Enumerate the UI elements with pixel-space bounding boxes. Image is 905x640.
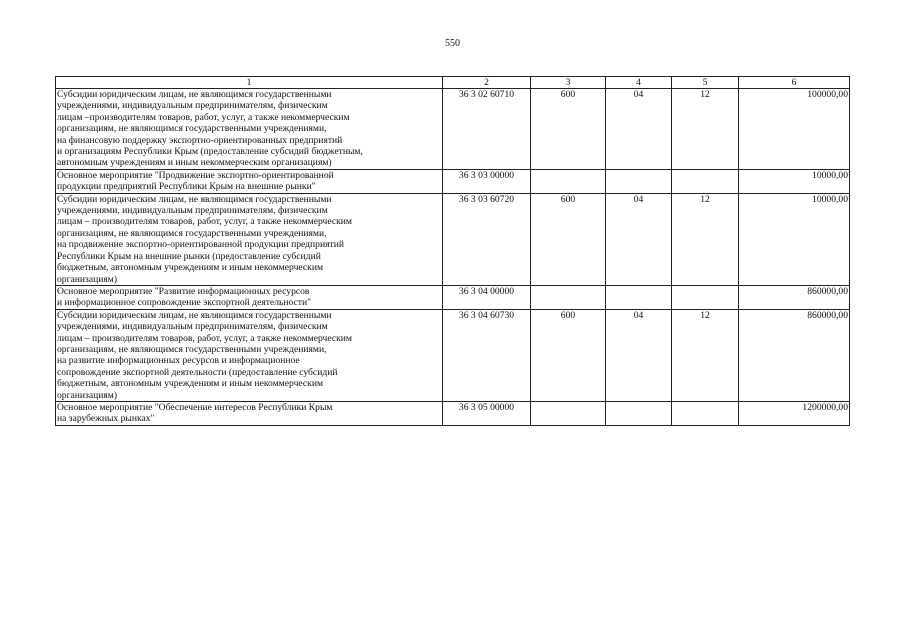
description-line: организациям, не являющимся государственными учреждениями, (57, 343, 327, 355)
row-description (56, 401, 443, 425)
description-line: учреждениями, индивидуальным предпринимателям, физическим (57, 205, 328, 217)
row-col-5: 12 (672, 89, 739, 170)
description-line: лицам – производителям товаров, работ, услуг, а также некоммерческим (57, 332, 352, 344)
description-line: сопровождение экспортной деятельности (предоставление субсидий (57, 366, 338, 378)
description-line: организациям) (57, 389, 118, 401)
budget-table (55, 76, 850, 426)
description-line: бюджетным, автономным учреждениям и иным некоммерческим (57, 378, 324, 390)
table-row (56, 193, 850, 285)
row-code: 36 3 05 00000 (443, 401, 531, 425)
description-line: на продвижение экспортно-ориентированной продукции предприятий (57, 239, 344, 251)
table-row (56, 285, 850, 309)
description-line: Основное мероприятие "Обеспечение интересов Республики Крым (57, 401, 333, 413)
description-line: продукции предприятий Республики Крым на внешние рынки" (57, 181, 316, 193)
row-col-4 (606, 169, 672, 193)
description-line: организациям, не являющимся государственными учреждениями, (57, 227, 327, 239)
row-amount: 100000,00 (739, 89, 850, 170)
row-code: 36 3 03 60720 (443, 193, 531, 285)
description-line: учреждениями, индивидуальным предпринимателям, физическим (57, 321, 328, 333)
row-col-4: 04 (606, 309, 672, 401)
row-col-5 (672, 285, 739, 309)
row-col-3 (531, 285, 606, 309)
table-header-row (56, 77, 850, 89)
row-amount: 860000,00 (739, 285, 850, 309)
description-line: Субсидии юридическим лицам, не являющимся государственными (57, 193, 332, 205)
description-line: лицам –производителям товаров, работ, услуг, а также некоммерческим (57, 111, 350, 123)
description-line: организациям) (57, 273, 118, 285)
table-body (56, 77, 850, 426)
description-line: Республики Крым на внешние рынки (предоставление субсидий (57, 250, 321, 262)
row-col-5: 12 (672, 193, 739, 285)
description-line: на развитие информационных ресурсов и информационное (57, 355, 300, 367)
description-line: лицам – производителям товаров, работ, услуг, а также некоммерческим (57, 216, 352, 228)
table-row (56, 401, 850, 425)
header-cell-3: 3 (531, 77, 606, 89)
table-row (56, 169, 850, 193)
row-code: 36 3 02 60710 (443, 89, 531, 170)
description-line: Основное мероприятие "Продвижение экспортно-ориентированной (57, 169, 334, 181)
row-col-4: 04 (606, 89, 672, 170)
description-line: Субсидии юридическим лицам, не являющимся государственными (57, 89, 332, 100)
table-row (56, 89, 850, 170)
row-amount: 10000,00 (739, 169, 850, 193)
row-code: 36 3 04 60730 (443, 309, 531, 401)
row-amount: 10000,00 (739, 193, 850, 285)
page-number: 550 (445, 38, 460, 49)
table-row (56, 309, 850, 401)
row-col-5 (672, 169, 739, 193)
row-code: 36 3 04 00000 (443, 285, 531, 309)
row-col-3: 600 (531, 193, 606, 285)
header-cell-5: 5 (672, 77, 739, 89)
row-description (56, 309, 443, 401)
description-line: учреждениями, индивидуальным предпринимателям, физическим (57, 100, 328, 112)
row-amount: 1200000,00 (739, 401, 850, 425)
row-amount: 860000,00 (739, 309, 850, 401)
row-col-4: 04 (606, 193, 672, 285)
row-col-5 (672, 401, 739, 425)
header-cell-6: 6 (739, 77, 850, 89)
row-col-3: 600 (531, 309, 606, 401)
description-line: и информационное сопровождение экспортной деятельности" (57, 297, 312, 309)
row-col-3 (531, 401, 606, 425)
row-col-3 (531, 169, 606, 193)
description-line: и организациям Республики Крым (предоставление субсидий бюджетным, (57, 146, 363, 158)
row-col-5: 12 (672, 309, 739, 401)
row-description (56, 169, 443, 193)
description-line: Субсидии юридическим лицам, не являющимся государственными (57, 309, 332, 321)
description-line: бюджетным, автономным учреждениям и иным некоммерческим (57, 262, 324, 274)
header-cell-1: 1 (56, 77, 443, 89)
description-line: Основное мероприятие "Развитие информационных ресурсов (57, 285, 310, 297)
description-line: автономным учреждениям и иным некоммерческим организациям) (57, 157, 332, 169)
row-description (56, 89, 443, 170)
row-description (56, 285, 443, 309)
row-code: 36 3 03 00000 (443, 169, 531, 193)
row-col-3: 600 (531, 89, 606, 170)
description-line: организациям, не являющимся государственными учреждениями, (57, 123, 327, 135)
row-col-4 (606, 401, 672, 425)
description-line: на финансовую поддержку экспортно-ориентированных предприятий (57, 134, 343, 146)
row-description (56, 193, 443, 285)
header-cell-2: 2 (443, 77, 531, 89)
header-cell-4: 4 (606, 77, 672, 89)
description-line: на зарубежных рынках" (57, 413, 155, 425)
row-col-4 (606, 285, 672, 309)
